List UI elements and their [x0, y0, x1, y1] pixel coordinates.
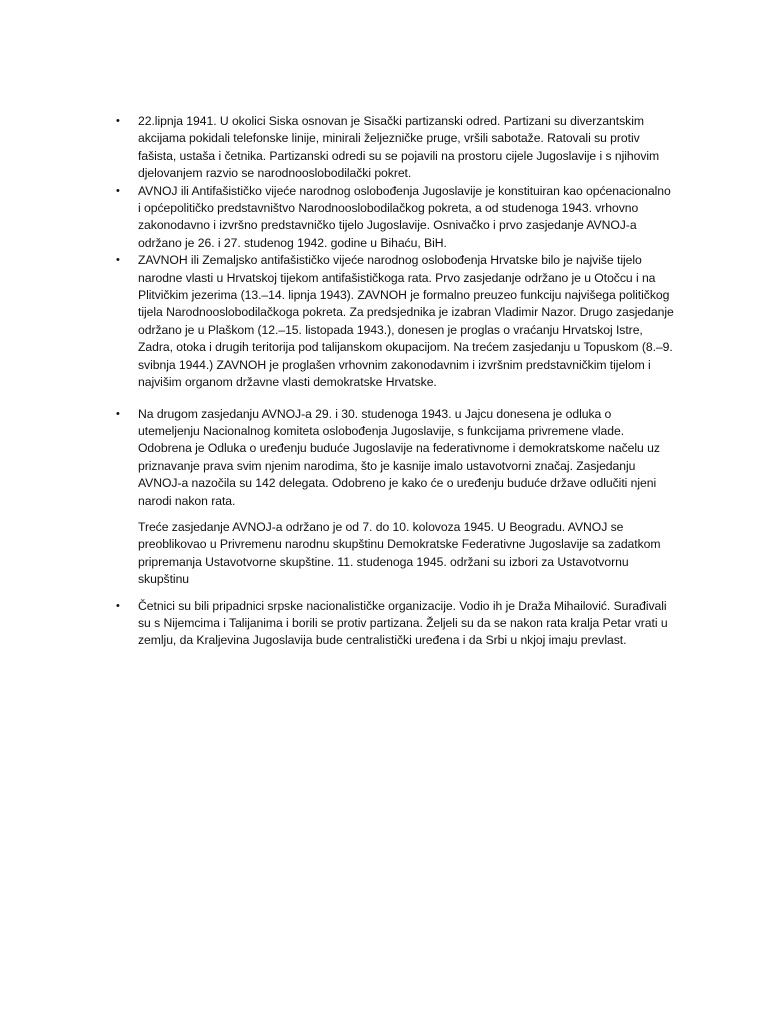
list-item-text: Četnici su bili pripadnici srpske nacionalističke organizacije. Vodio ih je Draža Mihailović. Surađivali su s Nijemcima i Talijanima i borili se protiv partizana. Željeli su da se nakon rata kralja Petar vrati u zemlju, da Kraljevina Jugoslavija bude centralistički uređena i da Srbi u nkjoj imaju prevlast. — [138, 598, 668, 648]
bullet-icon: • — [116, 115, 120, 127]
list-item-text: AVNOJ ili Antifašističko vijeće narodnog oslobođenja Jugoslavije je konstituiran kao općenacionalno i općepolitičko predstavništvo Narodnooslobodilačkog pokreta, a od studenoga 1943. vrhovno zakonodavno i izvršno predstavničko tijelo Jugoslavije. Osnivačko i prvo zasjedanje AVNOJ-a održano je 26. i 27. studenog 1942. godine u Bihaću, BiH. — [138, 183, 671, 250]
list-item — [116, 598, 676, 650]
bullet-icon: • — [116, 184, 120, 197]
list-item-text: ZAVNOH ili Zemaljsko antifašističko vijeće narodnog oslobođenja Hrvatske bilo je najviše tijelo narodne vlasti u Hrvatskoj tijekom antifašističkoga rata. Prvo zasjedanje održano je u Otočcu i na Plitvičkim jezerima (13.–14. lipnja 1943). ZAVNOH je formalno preuzeo funkciju najvišega političkog tijela Narodnooslobodilačkoga pokreta. Za predsjednika je izabran Vladimir Nazor. Drugo zasjedanje održano je u Plaškom (12.–15. listopada 1943.), donesen je proglas o vraćanju Hrvatskoj Istre, Zadra, otoka i drugih teritorija pod talijanskom okupacijom. Na trećem zasjedanju u Topuskom (8.–9. svibnja 1944.) ZAVNOH je proglašen vrhovnim zakonodavnim i izvršnim predstavničkim tijelom i najvišim organom državne vlasti demokratske Hrvatske. — [138, 253, 674, 390]
list-item — [116, 252, 676, 391]
continuation-paragraph: Treće zasjedanje AVNOJ-a održano je od 7. do 10. kolovoza 1945. U Beogradu. AVNOJ se preoblikovao u Privremenu narodnu skupštinu Demokratske Federativne Jugoslavije sa zadatkom pripremanja Ustavotvorne skupštine. 11. studenoga 1945. održani su izbori za Ustavotvornu skupštinu — [138, 519, 661, 587]
bullet-icon: • — [116, 407, 120, 420]
list-item-text: 22.lipnja 1941. U okolici Siska osnovan je Sisački partizanski odred. Partizani su diverzantskim akcijama pokidali telefonske linije, minirali željezničke pruge, vršili sabotaže. Ratovali su protiv fašista, ustaša i četnika. Partizanski odredi su se pojavili na prostoru cijele Jugoslavije i s njihovim djelovanjem razvio se narodnooslobodilački pokret. — [138, 114, 660, 181]
list-item-text: Na drugom zasjedanju AVNOJ-a 29. i 30. studenoga 1943. u Jajcu donesena je odluka o utemeljenju Nacionalnog komiteta oslobođenja Jugoslavije, s funkcijama privremene vlade. Odobrena je Odluka o uređenju buduće Jugoslavije na federativnome i demokratskome načelu uz priznavanje prava svim njenim narodima, što je kasnije imalo ustavotvorni značaj. Zasjedanju AVNOJ-a nazočila su 142 delegata. Odobreno je kako će o uređenju buduće države odlučiti njeni narodi nakon rata. — [138, 406, 660, 508]
bullet-icon: • — [116, 254, 120, 267]
list-item — [116, 406, 676, 589]
list-item — [116, 113, 676, 183]
bullet-list — [116, 113, 676, 650]
list-item — [116, 183, 676, 253]
bullet-icon: • — [116, 599, 120, 612]
